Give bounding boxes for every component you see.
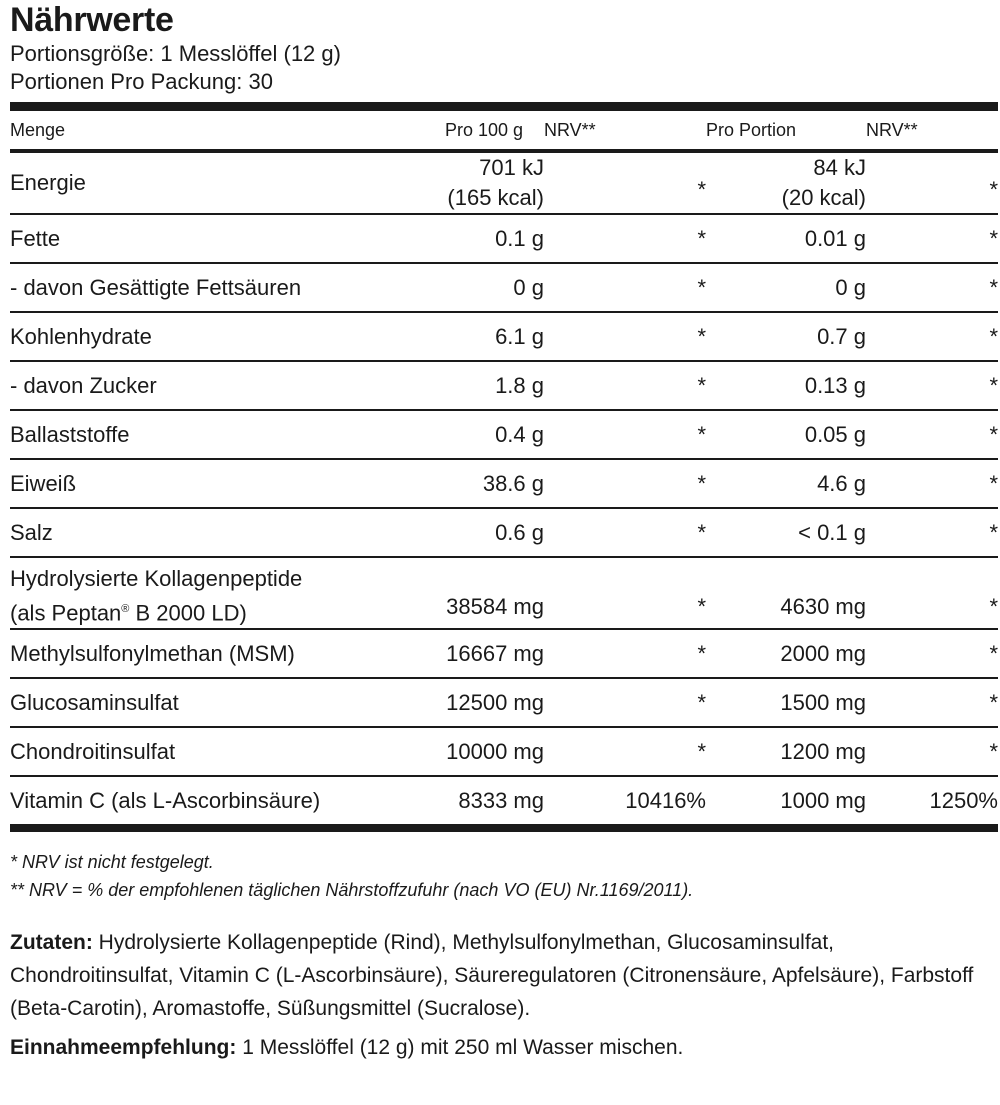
col-header-pro-100g: Pro 100 g (445, 111, 544, 151)
row-name: Vitamin C (als L-Ascorbinsäure) (10, 787, 321, 813)
table-row (10, 410, 998, 459)
row-pro-100g: 0.4 g (445, 410, 544, 459)
row-pro-portion (706, 151, 866, 214)
row-nrv-1: * (544, 629, 706, 678)
energy-p100-kj: 701 kJ (479, 155, 544, 180)
collagen-name-line1: Hydrolysierte Kollagenpeptide (10, 566, 303, 591)
collagen-name-line2 (10, 594, 445, 628)
portions-per-pack: Portionen Pro Packung: 30 (10, 69, 273, 94)
row-pro-100g: 38584 mg (445, 557, 544, 629)
footnote-nrv-definition: ** NRV = % der empfohlenen täglichen Nährstoffzufuhr (nach VO (EU) Nr.1169/2011). (10, 880, 694, 901)
row-nrv-2: * (866, 557, 998, 629)
registered-mark: ® (121, 603, 130, 615)
row-name: Salz (10, 508, 445, 557)
row-pro-portion: 0.01 g (706, 214, 866, 263)
row-nrv-1: 10416% (625, 787, 706, 813)
table-row (10, 263, 998, 312)
table-row (10, 727, 998, 776)
row-nrv-2: * (866, 508, 998, 557)
row-name: Eiweiß (10, 459, 445, 508)
row-nrv-2: 1250% (929, 787, 998, 813)
table-row (10, 508, 998, 557)
row-pro-100g: 38.6 g (445, 459, 544, 508)
row-name: Methylsulfonylmethan (MSM) (10, 629, 445, 678)
energy-pp-kj: 84 kJ (813, 155, 866, 180)
ingredients-label: Zutaten: (10, 931, 93, 955)
row-pro-100g: 0.1 g (445, 214, 544, 263)
row-pro-100g: 12500 mg (445, 678, 544, 727)
row-name: Fette (10, 214, 445, 263)
intake-text: 1 Messlöffel (12 g) mit 250 ml Wasser mischen. (236, 1036, 684, 1060)
intake-recommendation (10, 1031, 998, 1064)
row-nrv-2: * (866, 263, 998, 312)
row-nrv-1: * (544, 678, 706, 727)
footnotes (10, 848, 998, 904)
table-row (10, 629, 998, 678)
row-pro-100g: 8333 mg (458, 787, 544, 813)
table-row (10, 678, 998, 727)
row-name (10, 557, 445, 629)
row-nrv-2: * (866, 678, 998, 727)
row-nrv-1: * (544, 508, 706, 557)
row-name: - davon Gesättigte Fettsäuren (10, 263, 445, 312)
col-header-nrv-1: NRV** (544, 111, 706, 151)
row-pro-100g: 1.8 g (445, 361, 544, 410)
table-row (10, 214, 998, 263)
row-nrv-1: * (544, 459, 706, 508)
row-nrv-2: * (866, 727, 998, 776)
row-pro-portion: 1500 mg (706, 678, 866, 727)
col-header-pro-portion: Pro Portion (706, 111, 866, 151)
intake-label: Einnahmeempfehlung: (10, 1036, 237, 1060)
ingredients (10, 926, 998, 1025)
nutrition-table (10, 111, 998, 824)
row-nrv-1: * (544, 214, 706, 263)
energy-pp-kcal: (20 kcal) (781, 185, 866, 210)
row-nrv-2: * (866, 459, 998, 508)
row-pro-portion: 0.7 g (706, 312, 866, 361)
collagen-name-a: (als Peptan (10, 600, 122, 626)
row-nrv-1: * (544, 410, 706, 459)
row-pro-portion: 0 g (706, 263, 866, 312)
col-header-nrv-2: NRV** (866, 111, 998, 151)
portion-size: Portionsgröße: 1 Messlöffel (12 g) (10, 41, 341, 66)
col-header-menge: Menge (10, 111, 445, 151)
row-name: Kohlenhydrate (10, 312, 445, 361)
row-pro-100g (445, 151, 544, 214)
energy-p100-kcal: (165 kcal) (447, 185, 544, 210)
row-name: Glucosaminsulfat (10, 678, 445, 727)
row-pro-portion: 1200 mg (706, 727, 866, 776)
row-pro-100g: 0 g (445, 263, 544, 312)
row-name: Ballaststoffe (10, 410, 445, 459)
table-row (10, 459, 998, 508)
row-nrv-1: * (544, 361, 706, 410)
row-pro-portion: 0.05 g (706, 410, 866, 459)
row-pro-100g: 10000 mg (445, 727, 544, 776)
footnote-nrv-not-set: * NRV ist nicht festgelegt. (10, 852, 214, 873)
row-name: - davon Zucker (10, 361, 445, 410)
row-pro-100g: 0.6 g (445, 508, 544, 557)
table-row (10, 776, 998, 824)
nutrition-label (10, 0, 998, 1064)
table-row (10, 312, 998, 361)
row-nrv-1: * (544, 312, 706, 361)
row-nrv-2: * (866, 312, 998, 361)
row-nrv-1: * (544, 557, 706, 629)
ingredients-text: Hydrolysierte Kollagenpeptide (Rind), Methylsulfonylmethan, Glucosaminsulfat, Chondroitinsulfat, Vitamin C (L-Ascorbinsäure), Säureregulatoren (Citronensäure, Apfelsäure), Farbstoff (Beta-Carotin), Aromastoffe, Süßungsmittel (Sucralose). (10, 931, 974, 1021)
row-nrv-2: * (866, 361, 998, 410)
row-pro-portion: < 0.1 g (706, 508, 866, 557)
page-title: Nährwerte (10, 1, 174, 39)
table-row (10, 361, 998, 410)
row-pro-portion: 2000 mg (706, 629, 866, 678)
row-nrv-2: * (866, 151, 998, 214)
row-pro-100g: 16667 mg (445, 629, 544, 678)
row-nrv-2: * (866, 410, 998, 459)
table-bottom-rule (10, 824, 998, 832)
row-nrv-1: * (544, 263, 706, 312)
table-header-row (10, 111, 998, 151)
row-pro-portion: 4.6 g (706, 459, 866, 508)
row-pro-100g: 6.1 g (445, 312, 544, 361)
table-row-collagen (10, 557, 998, 629)
row-nrv-1: * (544, 151, 706, 214)
row-nrv-1: * (544, 727, 706, 776)
row-pro-portion: 1000 mg (780, 787, 866, 813)
table-row-energie (10, 151, 998, 214)
row-name: Energie (10, 151, 445, 214)
table-top-rule (10, 102, 998, 111)
collagen-name-b: B 2000 LD) (129, 600, 247, 626)
row-pro-portion: 0.13 g (706, 361, 866, 410)
row-nrv-2: * (866, 214, 998, 263)
row-pro-portion: 4630 mg (706, 557, 866, 629)
row-name: Chondroitinsulfat (10, 727, 445, 776)
row-nrv-2: * (866, 629, 998, 678)
